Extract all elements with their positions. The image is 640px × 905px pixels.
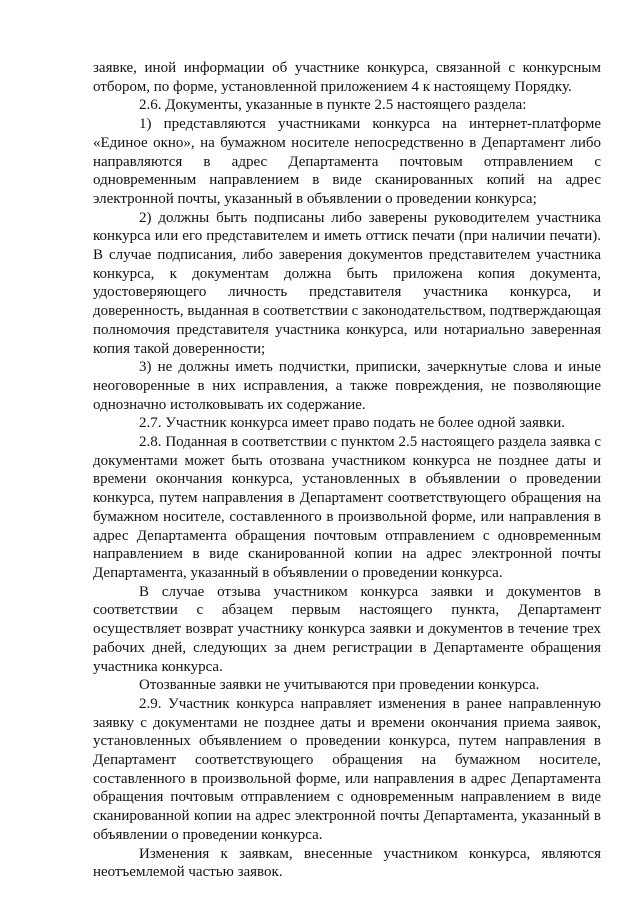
paragraph-2-6-item-2: 2) должны быть подписаны либо заверены руководителем участника конкурса или его представителем и иметь оттиск печати (при наличии печати). В случае подписания, либо заверения документов представителем участника конкурса, к документам должна быть приложена копия документа, удостоверяющего личность представителя участника конкурса, и доверенность, выданная в соответствии с законодательством, подтверждающая полномочия представителя участника конкурса, или нотариально заверенная копия такой доверенности; bbox=[93, 209, 601, 357]
paragraph-continuation: заявке, иной информации об участнике конкурса, связанной с конкурсным отбором, по форме, установленной приложением 4 к настоящему Порядку. bbox=[93, 60, 601, 95]
paragraph-2-8-return: В случае отзыва участником конкурса заявки и документов в соответствии с абзацем первым настоящего пункта, Департамент осуществляет возврат участнику конкурса заявки и документов в течение трех рабочих дней, следующих за днем регистрации в Департаменте обращения участника конкурса. bbox=[93, 583, 601, 675]
paragraph-2-8-withdrawn: Отозванные заявки не учитываются при проведении конкурса. bbox=[139, 677, 540, 694]
paragraph-2-6: 2.6. Документы, указанные в пункте 2.5 настоящего раздела: bbox=[139, 97, 527, 114]
document-body bbox=[93, 59, 601, 882]
paragraph-2-7: 2.7. Участник конкурса имеет право подать не более одной заявки. bbox=[139, 415, 566, 432]
paragraph-2-6-item-1: 1) представляются участниками конкурса на интернет-платформе «Единое окно», на бумажном носителе непосредственно в Департамент либо направляются в адрес Департамента почтовым отправлением с одновременным направлением в виде сканированных копий на адрес электронной почты, указанный в объявлении о проведении конкурса; bbox=[93, 116, 601, 207]
paragraph-2-8: 2.8. Поданная в соответствии с пунктом 2.5 настоящего раздела заявка с документами может быть отозвана участником конкурса не позднее даты и времени окончания конкурса, установленных в объявлении о проведении конкурса, путем направления в Департамент соответствующего обращения на бумажном носителе, составленного в произвольной форме, или направления в адрес Департамента обращения почтовым отправлением с одновременным направлением в виде сканированной копии на адрес электронной почты Департамента, указанный в объявлении о проведении конкурса. bbox=[93, 434, 601, 581]
paragraph-2-6-item-3: 3) не должны иметь подчистки, приписки, зачеркнутые слова и иные неоговоренные в них исправления, а также повреждения, не позволяющие однозначно истолковывать их содержание. bbox=[93, 359, 601, 413]
paragraph-2-9: 2.9. Участник конкурса направляет изменения в ранее направленную заявку с документами не позднее даты и времени окончания приема заявок, установленных объявлением о проведении конкурса, путем направления в Департамент соответствующего обращения на бумажном носителе, составленного в произвольной форме, или направления в адрес Департамента обращения почтовым отправлением с одновременным направлением в виде сканированной копии на адрес электронной почты Департамента, указанный в объявлении о проведении конкурса. bbox=[93, 695, 601, 843]
paragraph-2-9-changes: Изменения к заявкам, внесенные участником конкурса, являются неотъемлемой частью заявок. bbox=[93, 845, 601, 881]
